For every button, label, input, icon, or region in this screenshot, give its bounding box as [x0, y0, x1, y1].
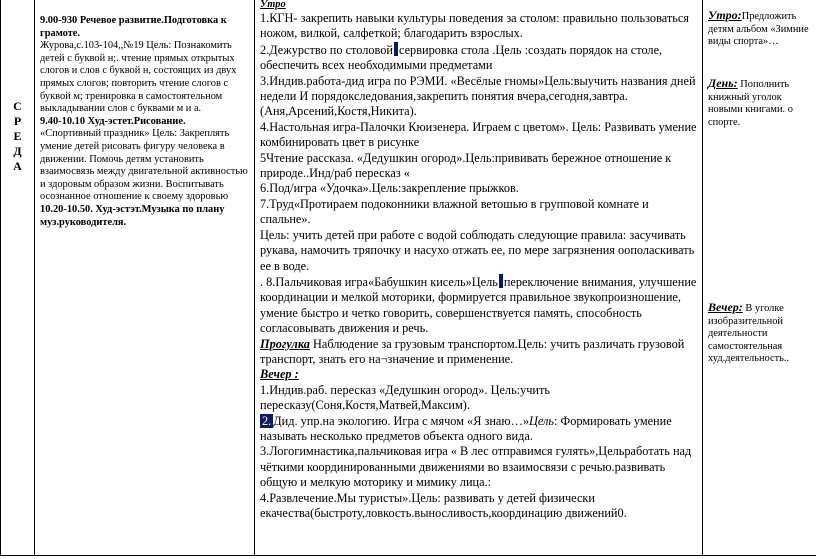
morning-heading: Утро [260, 0, 286, 10]
family-content [703, 0, 816, 555]
text-cursor [394, 42, 398, 56]
day-label: День: [708, 76, 738, 90]
day-letter: Е [13, 129, 22, 143]
day-letter: Д [13, 144, 22, 158]
activity-item: Цель: учить детей при работе с водой соблюдать следующие правила: засучивать рукава, намочить тряпочку и насухо отжать ее, по мере загрязнения оополаскивать ее в воде. [260, 227, 695, 273]
walk-item [260, 337, 699, 368]
evening-text: В уголке изобразительной деятельности самостоятельная худ.деятельность.. [708, 303, 790, 365]
lesson-drawing-text: «Спортивный праздник» Цель: Закреплять умение детей рисовать фигуру человека в движении. Помочь детям установить взаимосвязь между двигательной активностью и здоровым образом жизни. Воспитывать осознанное отношение к своему здоровью [40, 128, 248, 203]
activity-text: сервировка стола .Цель :создать порядок на столе, обеспечить всех необходимыми предметами [260, 42, 663, 73]
lesson-music-title: 10.20-10.50. Худ-эстэт.Музыка по плану муз.руководителя. [40, 203, 225, 228]
day-letter: С [13, 99, 22, 113]
activities-cell [255, 0, 703, 556]
evening-text: : Формировать умение называть несколько предметов объекта одного вида. [260, 413, 672, 443]
evening-text: Дид. упр.на экологию. Игра с мячом «Я знаю…» [273, 413, 530, 428]
evening-heading: Вечер : [260, 367, 299, 382]
goal-label: Цель [529, 413, 555, 428]
evening-label: Вечер: [708, 300, 743, 314]
walk-text: Наблюдение за грузовым транспортом.Цель: учить различать грузовой транспорт, знать его на¬значение и применение. [260, 336, 685, 366]
lessons-cell [35, 0, 255, 556]
family-day [708, 77, 813, 129]
activity-item: 6.Под/игра «Удочка».Цель:закрепление прыжков. [260, 181, 519, 196]
selected-number: 2. [262, 413, 272, 428]
activity-item [260, 274, 699, 337]
evening-item: 3.Логогимнастика,пальчиковая игра « В лес отправимся гулять»,Цельработать над чёткими координированными движениями во взаимосвязи с речью.развивать общую и мелкую моторику и мимику лица.: [260, 444, 692, 490]
morning-label: Утро: [708, 8, 742, 22]
activity-item: 5Чтение рассказа. «Дедушкин огород».Цель:прививать бережное отношение к природе..Инд/раб пересказ « [260, 150, 672, 181]
lesson-speech-text: Журова,с.103-104,,№19 Цель: Познакомить детей с буквой н;. чтение прямых открытых слогов и слов с буквой н, состоящих из двух прямых слогов; повторить чтение слогов с буквой м; тренировка в самостоятельном выкладывании слов с буквами м и а. [40, 40, 237, 115]
activity-item: 1.КГН- закрепить навыки культуры поведения за столом: правильно пользоваться ножом, вилкой, салфеткой; благодарить взрослых. [260, 11, 689, 41]
lessons-content [35, 0, 254, 555]
morning-text: Предложить детям альбом «Зимние виды спорта»… [708, 11, 809, 48]
activity-text: 2.Дежурство по столовой [260, 42, 393, 57]
day-letter: А [13, 159, 22, 173]
activity-item: 4.Настольная игра-Палочки Кюизенера. Играем с цветом». Цель: Развивать умение комбинировать цвет в рисунке [260, 119, 697, 150]
activity-text: . 8.Пальчиковая игра«Бабушкин кисель»Цель [260, 274, 498, 289]
day-letter: Р [13, 114, 22, 128]
evening-item [260, 414, 699, 445]
table-row [1, 0, 816, 556]
family-morning [708, 9, 813, 49]
day-of-week [1, 0, 34, 174]
walk-heading: Прогулка [260, 336, 310, 351]
activity-item: 7.Труд«Протираем подоконники влажной ветошью в групповой комнате и спальне». [260, 196, 649, 227]
activities-content [255, 0, 702, 555]
lesson-speech-title: 9.00-930 Речевое развитие.Подготовка к грамоте. [40, 15, 227, 39]
day-text: Пополнить книжный уголок новыми книгами. о спорте. [708, 79, 793, 128]
evening-item: 1.Индив.раб. пересказ «Дедушкин огород». Цель:учить пересказу(Соня,Костя,Матвей,Максим). [260, 382, 550, 413]
evening-item: 4.Развлечение.Мы туристы».Цель: развивать у детей физически екачества(быстроту,ловкость.выносливость,координацию движений0. [260, 490, 627, 520]
day-cell [1, 0, 35, 556]
family-cell [703, 0, 816, 556]
activity-item: 3.Индив.работа-дид игра по РЭМИ. «Весёлые гномы»Цель:выучить названия дней недели И порядокследования,закрепить понятия вчера,сегодня,завтра.(Аня,Арсений,Костя,Никита). [260, 73, 696, 119]
activity-item [260, 42, 699, 74]
text-cursor [499, 274, 503, 288]
family-evening [708, 301, 813, 366]
activity-text: переключение внимания, улучшение координации и мелкой моторики, формируется правильное звукопроизношение, умение быстро и четко говорить, совершенствуется память, способность согласовывать движения и речь. [260, 274, 697, 336]
lesson-drawing-title: 9.40-10.10 Худ-эстет.Рисование. [40, 115, 186, 127]
